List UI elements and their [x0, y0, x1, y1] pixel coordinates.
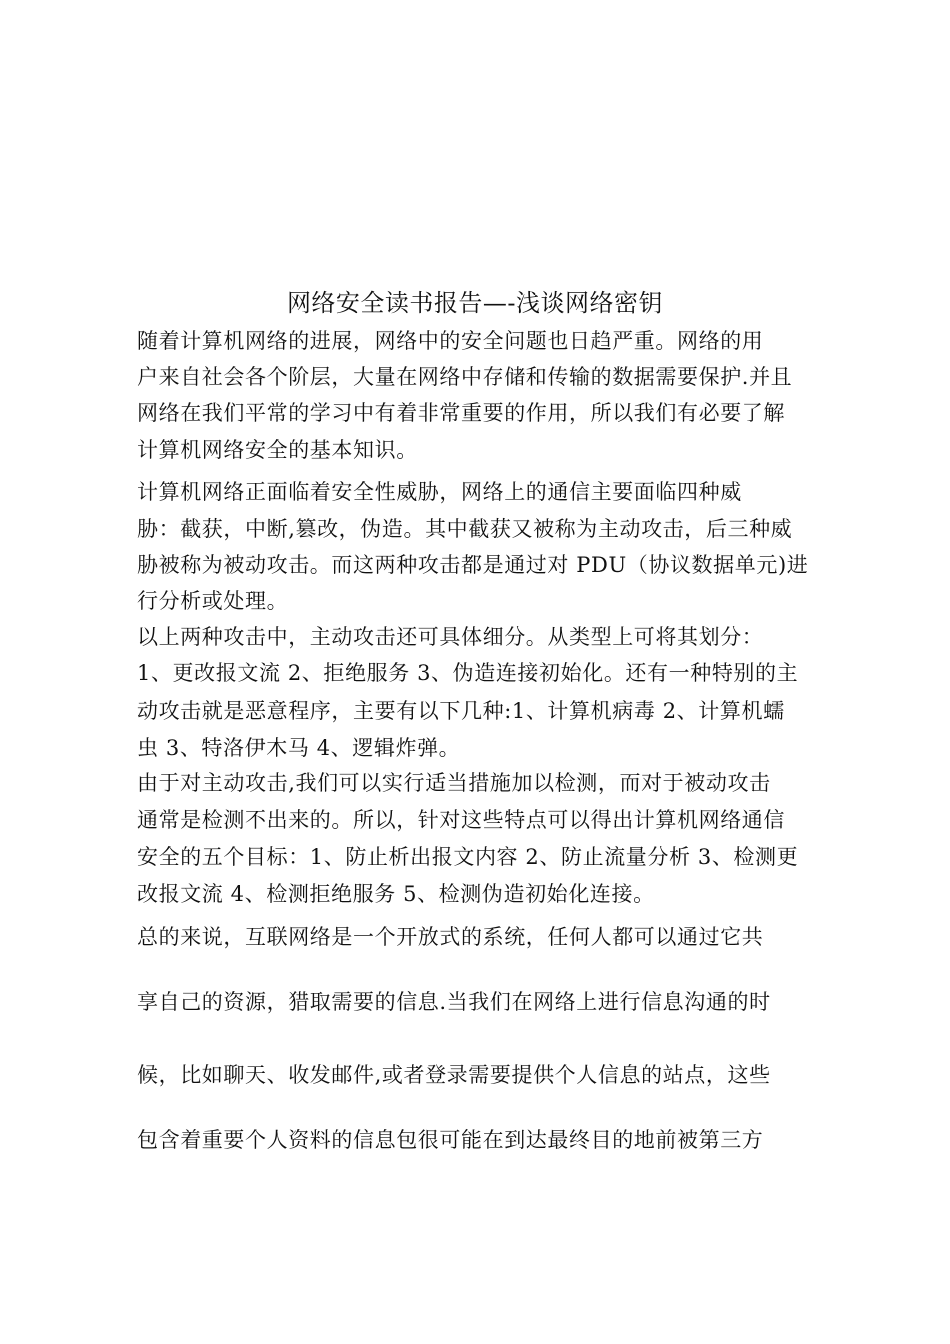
- document-title: 网络安全读书报告—-浅谈网络密钥: [286, 289, 664, 317]
- body-line-11: 动攻击就是恶意程序，主要有以下几种:1、计算机病毒 2、计算机蠕: [137, 699, 785, 723]
- body-line-1: 随着计算机网络的进展，网络中的安全问题也日趋严重。网络的用: [137, 329, 764, 353]
- body-line-14: 通常是检测不出来的。所以，针对这些特点可以得出计算机网络通信: [137, 808, 785, 832]
- body-line-7: 胁被称为被动攻击。而这两种攻击都是通过对 PDU（协议数据单元)进: [137, 553, 809, 577]
- body-line-15: 安全的五个目标：1、防止析出报文内容 2、防止流量分析 3、检测更: [137, 845, 799, 869]
- body-line-13: 由于对主动攻击,我们可以实行适当措施加以检测，而对于被动攻击: [137, 771, 771, 795]
- body-line-20: 包含着重要个人资料的信息包很可能在到达最终目的地前被第三方: [137, 1128, 764, 1152]
- body-line-5: 计算机网络正面临着安全性威胁，网络上的通信主要面临四种威: [137, 480, 742, 504]
- body-line-16: 改报文流 4、检测拒绝服务 5、检测伪造初始化连接。: [137, 882, 655, 906]
- body-line-17: 总的来说，互联网络是一个开放式的系统，任何人都可以通过它共: [137, 925, 764, 949]
- body-line-8: 行分析或处理。: [137, 589, 289, 613]
- body-line-18: 享自己的资源，猎取需要的信息.当我们在网络上进行信息沟通的时: [137, 990, 771, 1014]
- body-line-6: 胁：截获，中断,篡改，伪造。其中截获又被称为主动攻击，后三种威: [137, 517, 793, 541]
- body-line-19: 候，比如聊天、收发邮件,或者登录需要提供个人信息的站点，这些: [137, 1063, 771, 1087]
- body-line-2: 户来自社会各个阶层，大量在网络中存储和传输的数据需要保护.并且: [137, 365, 793, 389]
- body-line-10: 1、更改报文流 2、拒绝服务 3、伪造连接初始化。还有一种特别的主: [137, 661, 799, 685]
- body-line-3: 网络在我们平常的学习中有着非常重要的作用，所以我们有必要了解: [137, 401, 785, 425]
- body-line-9: 以上两种攻击中，主动攻击还可具体细分。从类型上可将其划分：: [137, 625, 764, 649]
- body-line-4: 计算机网络安全的基本知识。: [137, 438, 418, 462]
- body-line-12: 虫 3、特洛伊木马 4、逻辑炸弹。: [137, 736, 461, 760]
